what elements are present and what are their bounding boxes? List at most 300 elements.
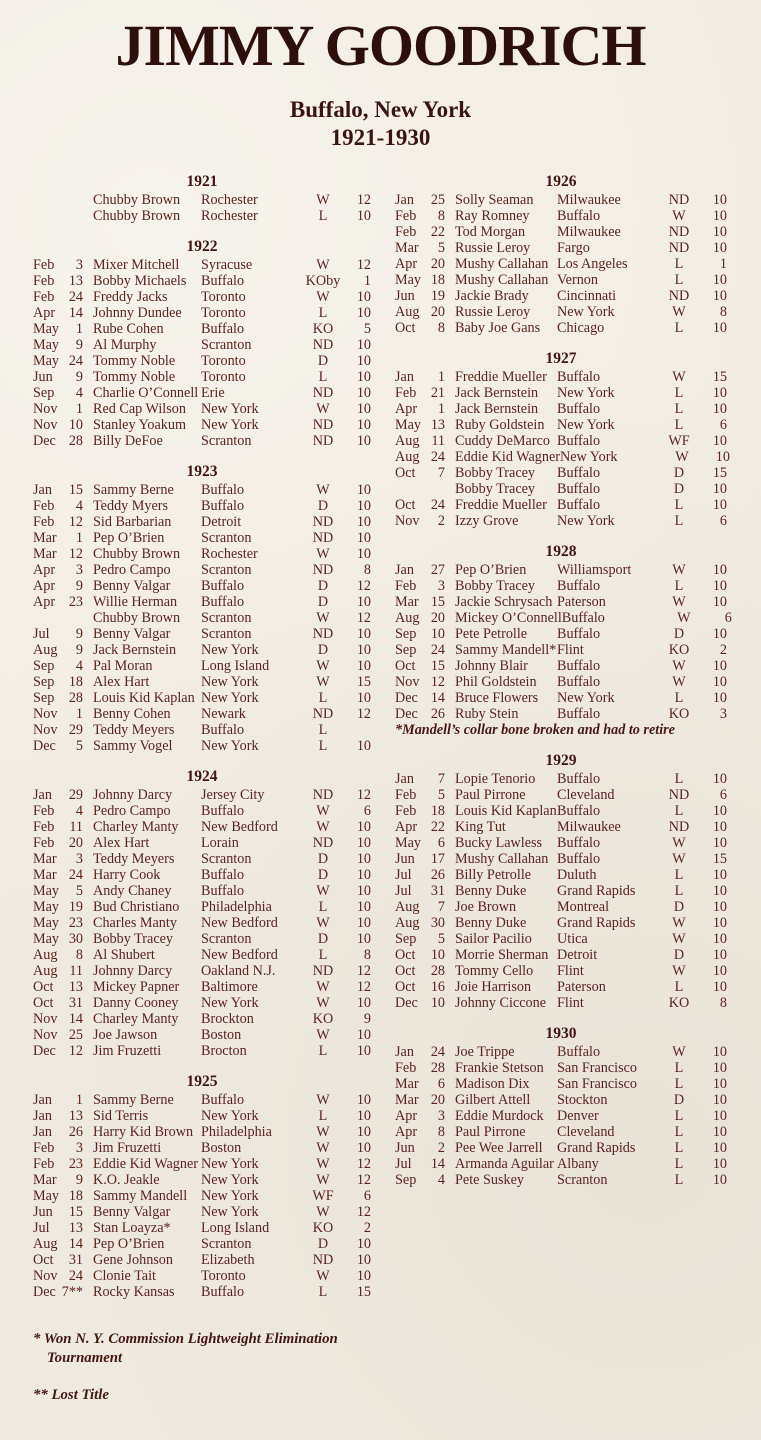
- fight-rounds: 10: [712, 1059, 727, 1076]
- fight-result: L: [674, 577, 684, 594]
- fight-opponent: Jackie Brady: [455, 287, 529, 304]
- fight-result: KO: [668, 641, 690, 658]
- fight-rounds: 12: [356, 256, 371, 273]
- fight-month: Jan: [395, 1043, 414, 1060]
- fight-month: Oct: [33, 994, 54, 1011]
- fight-opponent: Sammy Mandell: [93, 1187, 188, 1204]
- fight-city: San Francisco: [557, 1075, 637, 1092]
- fight-opponent: Pep O’Brien: [93, 1235, 165, 1252]
- fight-city: New York: [201, 1155, 259, 1172]
- fight-month: Oct: [395, 946, 416, 963]
- fight-opponent: Joie Harrison: [455, 978, 532, 995]
- fight-rounds: 10: [356, 529, 371, 546]
- fight-city: Buffalo: [557, 400, 601, 417]
- fight-row: [33, 1172, 371, 1188]
- fight-opponent: Bud Christiano: [93, 898, 180, 915]
- fight-opponent: Russie Leroy: [455, 239, 531, 256]
- fight-month: May: [395, 271, 422, 288]
- fight-result: L: [318, 1042, 328, 1059]
- fight-city: New York: [201, 1171, 259, 1188]
- fight-opponent: Ray Romney: [455, 207, 530, 224]
- fight-row: [33, 305, 371, 321]
- fight-result: KO: [312, 320, 334, 337]
- fight-month: Aug: [395, 609, 420, 626]
- fight-day: 24: [68, 352, 83, 369]
- fight-result: W: [316, 1139, 330, 1156]
- fight-opponent: King Tut: [455, 818, 506, 835]
- fight-opponent: Sammy Vogel: [93, 737, 173, 754]
- fight-row: [33, 1124, 371, 1140]
- fight-result: ND: [668, 223, 690, 240]
- fight-month: Sep: [33, 689, 55, 706]
- fight-row: [33, 321, 371, 337]
- fight-result: ND: [668, 191, 690, 208]
- fight-city: Cleveland: [557, 786, 615, 803]
- fight-day: 30: [430, 914, 445, 931]
- fight-rounds: 15: [712, 464, 727, 481]
- fight-city: Flint: [557, 641, 584, 658]
- fight-day: 31: [68, 994, 83, 1011]
- fight-row: [33, 1092, 371, 1108]
- fight-day: 11: [431, 432, 445, 449]
- fight-result: D: [673, 1091, 685, 1108]
- fight-city: Buffalo: [557, 657, 601, 674]
- fight-month: Aug: [395, 914, 420, 931]
- fight-row: [395, 369, 727, 385]
- fight-city: Brockton: [201, 1010, 254, 1027]
- fight-day: 10: [68, 416, 83, 433]
- fight-city: New York: [557, 416, 615, 433]
- fight-city: Brocton: [201, 1042, 247, 1059]
- page-title: JIMMY GOODRICH: [115, 13, 646, 78]
- fight-row: [395, 1140, 727, 1156]
- fight-opponent: Eddie Murdock: [455, 1107, 544, 1124]
- fight-day: 20: [430, 1091, 445, 1108]
- fight-rounds: 10: [356, 657, 371, 674]
- fight-row: [395, 787, 727, 803]
- fight-month: Sep: [395, 930, 417, 947]
- fight-city: Elizabeth: [201, 1251, 255, 1268]
- fight-city: Philadelphia: [201, 1123, 272, 1140]
- fight-opponent: Paul Pirrone: [455, 1123, 526, 1140]
- fight-row: [395, 448, 730, 465]
- fight-opponent: Pedro Campo: [93, 802, 171, 819]
- fight-result: L: [674, 1059, 684, 1076]
- fight-month: Jul: [395, 1155, 412, 1172]
- fight-city: New York: [201, 737, 259, 754]
- fight-opponent: Jim Fruzetti: [93, 1042, 162, 1059]
- fight-opponent: Sammy Berne: [93, 1091, 174, 1108]
- fight-month: May: [33, 914, 60, 931]
- fight-rounds: 9: [363, 1010, 371, 1027]
- fight-rounds: 10: [712, 593, 727, 610]
- fight-rounds: 10: [356, 1123, 371, 1140]
- fight-month: Feb: [395, 577, 417, 594]
- fight-day: 15: [68, 481, 83, 498]
- fight-city: Paterson: [557, 978, 606, 995]
- fight-city: Buffalo: [557, 625, 601, 642]
- fight-opponent: Willie Herman: [93, 593, 178, 610]
- fight-month: Oct: [395, 657, 416, 674]
- fight-month: Nov: [33, 400, 58, 417]
- fight-result: D: [673, 946, 685, 963]
- fight-city: New York: [557, 512, 615, 529]
- fight-result: ND: [668, 239, 690, 256]
- fight-city: Buffalo: [557, 850, 601, 867]
- fight-day: 25: [430, 191, 445, 208]
- fight-city: Buffalo: [201, 802, 245, 819]
- fight-city: New York: [557, 303, 615, 320]
- fight-opponent: Rocky Kansas: [93, 1283, 175, 1300]
- fight-city: Jersey City: [201, 786, 265, 803]
- fight-opponent: Stan Loayza*: [93, 1219, 171, 1236]
- fight-opponent: Charley Manty: [93, 818, 179, 835]
- fight-row: [33, 931, 371, 947]
- fight-row: [395, 272, 727, 288]
- fight-month: May: [33, 882, 60, 899]
- fight-rounds: 10: [712, 625, 727, 642]
- fight-result: L: [674, 1139, 684, 1156]
- fight-opponent: Benny Duke: [455, 882, 527, 899]
- fight-rounds: 10: [356, 866, 371, 883]
- fight-row: [395, 979, 727, 995]
- fight-day: 5: [437, 239, 445, 256]
- fight-result: L: [674, 1123, 684, 1140]
- fight-row: [395, 609, 732, 626]
- fight-city: Rochester: [201, 191, 258, 208]
- fight-row: [33, 963, 371, 979]
- fight-rounds: 15: [712, 368, 727, 385]
- fight-result: L: [674, 1107, 684, 1124]
- fight-month: Aug: [33, 641, 58, 658]
- fight-month: Oct: [395, 319, 416, 336]
- fight-opponent: Johnny Darcy: [93, 786, 173, 803]
- fight-rounds: 10: [356, 641, 371, 658]
- fight-city: New York: [559, 448, 618, 465]
- fight-row: [395, 1044, 727, 1060]
- fight-city: Grand Rapids: [557, 1139, 636, 1156]
- fight-day: 28: [68, 432, 83, 449]
- fight-row: [33, 1108, 371, 1124]
- fight-day: 10: [430, 946, 445, 963]
- fight-row: [33, 1236, 371, 1252]
- fight-city: Buffalo: [201, 721, 245, 738]
- fight-result: ND: [312, 529, 334, 546]
- fight-city: Paterson: [557, 593, 606, 610]
- fight-city: Albany: [557, 1155, 599, 1172]
- fight-opponent: Sammy Berne: [93, 481, 174, 498]
- fight-rounds: 10: [356, 689, 371, 706]
- fight-rounds: 10: [712, 239, 727, 256]
- fight-city: Grand Rapids: [557, 882, 636, 899]
- fight-city: Scranton: [201, 336, 252, 353]
- fight-day: 23: [68, 593, 83, 610]
- fight-result: W: [316, 191, 330, 208]
- fight-day: 9: [75, 625, 83, 642]
- career-year-range: 1921-1930: [330, 125, 431, 151]
- fight-day: 23: [68, 914, 83, 931]
- fight-result: D: [317, 866, 329, 883]
- fight-result: L: [318, 689, 328, 706]
- fight-month: Sep: [395, 641, 417, 658]
- fight-city: Detroit: [201, 513, 242, 530]
- fight-row: [395, 851, 727, 867]
- fight-row: [395, 995, 727, 1011]
- fight-row: [395, 320, 727, 336]
- fight-row: [33, 626, 371, 642]
- fight-month: Jan: [33, 1107, 52, 1124]
- fight-city: Duluth: [557, 866, 597, 883]
- hometown-subtitle: Buffalo, New York: [289, 96, 472, 122]
- page-footnotes: [33, 1330, 371, 1405]
- fight-rounds: 8: [719, 994, 727, 1011]
- fight-row: [33, 594, 371, 610]
- fight-day: 18: [430, 271, 445, 288]
- fight-rounds: 10: [356, 882, 371, 899]
- fight-month: Sep: [33, 673, 55, 690]
- fight-opponent: Johnny Ciccone: [455, 994, 547, 1011]
- fight-month: Nov: [33, 705, 58, 722]
- fight-row: [395, 915, 727, 931]
- fight-opponent: Bobby Tracey: [455, 480, 536, 497]
- fight-month: May: [33, 1187, 60, 1204]
- fight-row: [395, 1156, 727, 1172]
- fight-city: Flint: [557, 994, 584, 1011]
- fight-day: 4: [75, 802, 83, 819]
- fight-result: D: [673, 464, 685, 481]
- fight-month: Mar: [395, 239, 419, 256]
- fight-result: L: [674, 882, 684, 899]
- fight-day: 3: [75, 1139, 83, 1156]
- fight-city: New York: [557, 384, 615, 401]
- fight-day: 9: [75, 368, 83, 385]
- fight-day: 12: [68, 513, 83, 530]
- fight-day: 5: [75, 737, 83, 754]
- fight-row: [33, 208, 371, 224]
- fight-result: ND: [312, 705, 334, 722]
- fight-day: 31: [430, 882, 445, 899]
- fight-day: 9: [75, 641, 83, 658]
- fight-rounds: 8: [719, 303, 727, 320]
- fight-opponent: Eddie Kid Wagner: [455, 448, 560, 465]
- fight-row: [33, 1284, 371, 1300]
- fight-row: [33, 385, 371, 401]
- fight-result: L: [318, 1107, 328, 1124]
- fight-opponent: Freddie Mueller: [455, 368, 547, 385]
- fight-result: W: [677, 609, 691, 626]
- fight-opponent: Pete Petrolle: [455, 625, 528, 642]
- fight-month: Feb: [33, 1155, 55, 1172]
- fight-city: New York: [201, 673, 259, 690]
- fight-month: Sep: [395, 1171, 417, 1188]
- fight-result: D: [317, 593, 329, 610]
- fight-city: Grand Rapids: [557, 914, 636, 931]
- fight-rounds: 10: [712, 962, 727, 979]
- fight-opponent: Al Shubert: [93, 946, 155, 963]
- fight-rounds: 3: [719, 705, 727, 722]
- fight-rounds: 10: [712, 834, 727, 851]
- fight-month: Jan: [33, 1123, 52, 1140]
- fight-opponent: Bobby Tracey: [455, 577, 536, 594]
- fight-city: Buffalo: [557, 368, 601, 385]
- fight-result: W: [672, 368, 686, 385]
- fight-row: [33, 353, 371, 369]
- fight-month: Mar: [395, 1091, 419, 1108]
- fight-rounds: 10: [712, 1091, 727, 1108]
- fight-day: 1: [75, 400, 83, 417]
- fight-city: San Francisco: [557, 1059, 637, 1076]
- fight-result: W: [672, 930, 686, 947]
- fight-result: L: [318, 368, 328, 385]
- fight-rounds: 12: [356, 978, 371, 995]
- fight-rounds: 12: [356, 191, 371, 208]
- fight-month: Apr: [33, 304, 56, 321]
- fight-result: ND: [312, 786, 334, 803]
- fight-rounds: 10: [712, 287, 727, 304]
- fight-month: Sep: [395, 625, 417, 642]
- fight-opponent: Morrie Sherman: [455, 946, 549, 963]
- fight-opponent: Louis Kid Kaplan: [455, 802, 557, 819]
- fight-rounds: 10: [712, 577, 727, 594]
- fight-city: Rochester: [201, 207, 258, 224]
- fight-opponent: Jack Bernstein: [455, 400, 539, 417]
- fight-day: 15: [430, 593, 445, 610]
- fight-day: 22: [430, 223, 445, 240]
- fight-row: [33, 562, 371, 578]
- fight-city: Erie: [201, 384, 225, 401]
- fight-day: 14: [68, 1235, 83, 1252]
- fight-month: Jun: [395, 850, 415, 867]
- fight-result: WF: [312, 1187, 334, 1204]
- fight-month: May: [33, 930, 60, 947]
- fight-row: [395, 1060, 727, 1076]
- fight-month: Aug: [33, 962, 58, 979]
- fight-month: Feb: [395, 1059, 417, 1076]
- fight-opponent: Benny Valgar: [93, 1203, 171, 1220]
- fight-day: 17: [430, 850, 445, 867]
- fight-rounds: 15: [356, 673, 371, 690]
- fight-day: 6: [437, 834, 445, 851]
- fight-city: Buffalo: [557, 207, 601, 224]
- fight-month: May: [33, 352, 60, 369]
- fight-result: ND: [668, 786, 690, 803]
- fight-day: 3: [437, 1107, 445, 1124]
- fight-city: Scranton: [201, 625, 252, 642]
- fight-rounds: 10: [712, 271, 727, 288]
- fight-result: L: [674, 802, 684, 819]
- fight-day: 7: [437, 770, 445, 787]
- fight-result: KO: [312, 1219, 334, 1236]
- fight-opponent: Tommy Noble: [93, 368, 176, 385]
- fight-rounds: 10: [356, 207, 371, 224]
- fight-opponent: Harry Kid Brown: [93, 1123, 194, 1140]
- fight-month: Apr: [33, 577, 56, 594]
- fight-month: Nov: [33, 416, 58, 433]
- fight-month: Mar: [33, 529, 57, 546]
- fight-result: L: [318, 721, 328, 738]
- fight-row: [395, 240, 727, 256]
- fight-result: L: [318, 737, 328, 754]
- fight-row: [33, 1027, 371, 1043]
- fight-result: W: [316, 256, 330, 273]
- fight-city: Toronto: [201, 304, 246, 321]
- fight-city: Buffalo: [557, 834, 601, 851]
- fight-result: W: [672, 593, 686, 610]
- fight-result: W: [316, 545, 330, 562]
- fight-result: W: [316, 1267, 330, 1284]
- fight-row: [395, 690, 727, 706]
- year-section-1922: [33, 239, 371, 449]
- year-header: 1921: [186, 172, 218, 190]
- fight-day: 6: [437, 1075, 445, 1092]
- fight-row: [33, 1204, 371, 1220]
- fight-day: [61, 192, 83, 208]
- fight-result: W: [316, 994, 330, 1011]
- fight-rounds: 1: [719, 255, 727, 272]
- year-section-1930: [395, 1026, 727, 1188]
- fight-opponent: Teddy Meyers: [93, 721, 175, 738]
- fight-city: Scranton: [201, 930, 252, 947]
- fight-opponent: Tommy Noble: [93, 352, 176, 369]
- fight-rounds: 10: [356, 513, 371, 530]
- fight-city: Buffalo: [201, 1091, 245, 1108]
- fight-city: Fargo: [557, 239, 590, 256]
- fight-opponent: Benny Valgar: [93, 625, 171, 642]
- fight-result: D: [673, 625, 685, 642]
- fight-result: W: [672, 962, 686, 979]
- fight-day: 24: [68, 866, 83, 883]
- fight-result: ND: [312, 513, 334, 530]
- fight-row: [395, 947, 727, 963]
- fight-opponent: Stanley Yoakum: [93, 416, 187, 433]
- fight-day: 3: [75, 850, 83, 867]
- fight-city: Buffalo: [561, 609, 605, 626]
- fight-rounds: 10: [356, 930, 371, 947]
- fight-opponent: Billy Petrolle: [455, 866, 532, 883]
- fight-city: New York: [201, 416, 259, 433]
- fight-city: Milwaukee: [557, 223, 621, 240]
- fight-rounds: 10: [356, 304, 371, 321]
- fight-opponent: Teddy Meyers: [93, 850, 175, 867]
- fight-rounds: 2: [363, 1219, 371, 1236]
- fight-month: May: [33, 320, 60, 337]
- fight-opponent: Benny Valgar: [93, 577, 171, 594]
- fight-day: 5: [437, 786, 445, 803]
- fight-day: 3: [75, 256, 83, 273]
- fight-row: [33, 738, 371, 754]
- fight-row: [33, 803, 371, 819]
- fight-month: Dec: [33, 1283, 56, 1300]
- fight-opponent: Charles Manty: [93, 914, 177, 931]
- fight-row: [33, 433, 371, 449]
- fight-opponent: Jack Bernstein: [455, 384, 539, 401]
- fight-rounds: 10: [712, 1171, 727, 1188]
- fight-rounds: 10: [712, 914, 727, 931]
- year-header: 1928: [545, 542, 577, 560]
- fight-day: 11: [69, 962, 83, 979]
- fight-rounds: 1: [363, 272, 371, 289]
- fight-opponent: Mushy Callahan: [455, 271, 549, 288]
- fight-month: Apr: [33, 593, 56, 610]
- fight-city: Scranton: [201, 561, 252, 578]
- fight-city: Milwaukee: [557, 191, 621, 208]
- fight-month: Jul: [33, 625, 50, 642]
- fight-result: W: [672, 673, 686, 690]
- fight-day: 5: [437, 930, 445, 947]
- fight-result: ND: [312, 416, 334, 433]
- fight-city: New York: [557, 689, 615, 706]
- fight-row: [33, 674, 371, 690]
